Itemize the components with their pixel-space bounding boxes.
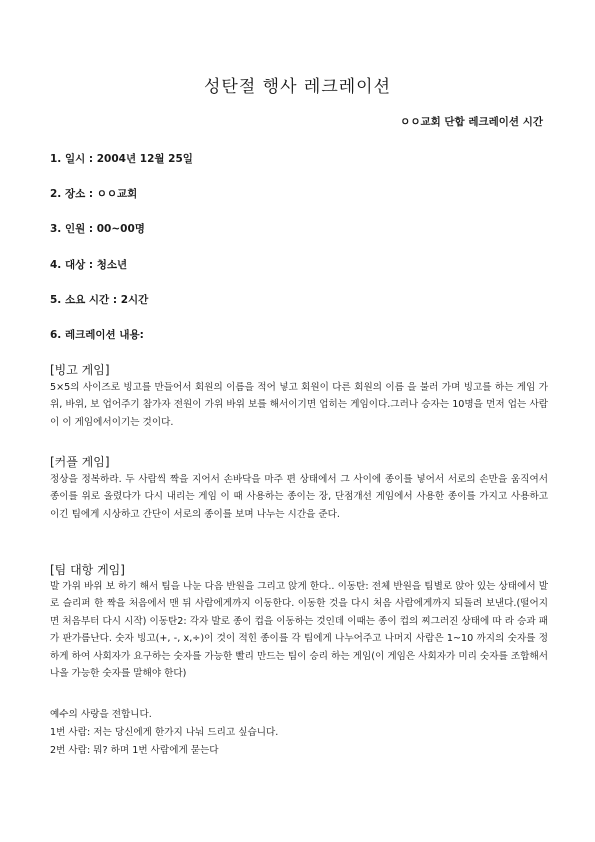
document-subtitle: ㅇㅇ교회 단합 레크레이션 시간 — [400, 116, 543, 128]
document-title: 성탄절 행사 레크레이션 — [203, 77, 392, 97]
section-heading-bingo: [빙고 게임] — [50, 363, 110, 377]
info-headcount: 3. 인원 : 00~00명 — [50, 223, 145, 235]
team-game-line: 예수의 사랑을 전합니다. — [50, 709, 152, 720]
info-place: 2. 장소 : ㅇㅇ교회 — [50, 188, 138, 200]
section-paragraph: 정상을 정복하라. 두 사람씩 짝을 지어서 손바닥을 마주 편 상태에서 그 사이에 종이를 넣어서 서로의 손만을 움직여서 종이를 위로 올렸다가 다시 내리는 게임 이 때 사용하는 종이는 장, 단점개선 게임에서 사용한 종이를 가지고 사용하고 이긴 팀에게 시상하고 간단이 서로의 종이를 보며 나누는 시간을 준다. — [50, 474, 548, 520]
team-game-line: 2번 사람: 뭐? 하며 1번 사람에게 묻는다 — [50, 745, 219, 756]
team-game-line: 1번 사람: 저는 당신에게 한가지 나눠 드리고 싶습니다. — [50, 727, 279, 738]
section-body-couple — [50, 471, 548, 523]
info-date: 1. 일시 : 2004년 12월 25일 — [50, 153, 193, 165]
section-body-team — [50, 578, 548, 682]
info-audience: 4. 대상 : 청소년 — [50, 259, 128, 271]
section-paragraph: 5×5의 사이즈로 빙고를 만들어서 회원의 이름을 적어 넣고 회원이 다른 회원의 이름 을 불러 가며 빙고를 하는 게임 가위, 바위, 보 업어주기 참가자 전원이 가위 바위 보를 해서이기면 업히는 게임이다.그러나 승자는 10명을 먼저 업는 사람이 이 게임에서이기는 것이다. — [50, 382, 548, 428]
section-paragraph: 발 가위 바위 보 하기 해서 팀을 나눈 다음 반원을 그리고 앉게 한다.. 이동탄: 전체 반원을 팀별로 앉아 있는 상태에서 발로 슬리퍼 한 짝을 처음에서 맨 뒤 사람에게까지 이동한다. 이동한 것을 다시 처음 사람에게까지 되돌려 보낸다.(떨어지면 처음부터 다시 시작) 이동탄2: 각자 발로 종이 컵을 이동하는 것인데 이때는 종이 컵의 찌그러진 상태에 따 라 승과 패가 판가름난다. 숫자 빙고(+, -, x,÷)이 것이 적힌 종이를 각 팀에게 나누어주고 나머지 사람은 1~10 까지의 숫자를 정하게 하여 사회자가 요구하는 숫자를 가능한 빨리 만드는 팀이 승리 하는 게임(이 게임은 사회자가 미리 숫자를 조합해서 나올 가능한 숫자를 말해야 한다) — [50, 581, 548, 680]
section-body-bingo — [50, 379, 548, 431]
section-heading-couple: [커플 게임] — [50, 455, 110, 469]
info-duration: 5. 소요 시간 : 2시간 — [50, 294, 149, 306]
section-heading-team: [팀 대항 게임] — [50, 563, 125, 577]
info-content-heading: 6. 레크레이션 내용: — [50, 329, 144, 341]
